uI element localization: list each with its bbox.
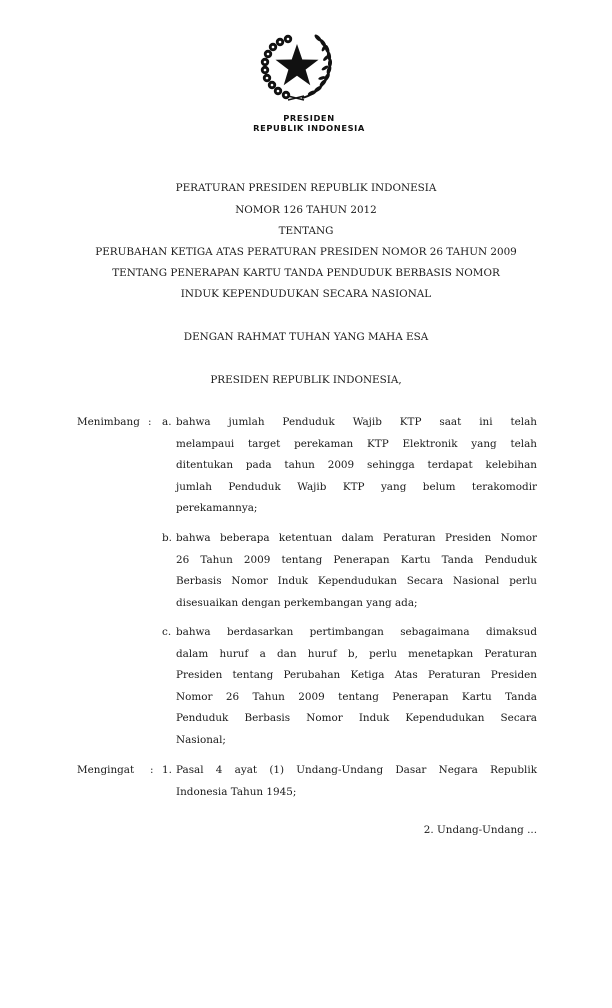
menimbang-item-c bbox=[176, 622, 537, 751]
title-line-subject-1: PERUBAHAN KETIGA ATAS PERATURAN PRESIDEN NOMOR 26 TAHUN 2009 bbox=[95, 246, 517, 258]
text-line: Nomor 26 Tahun 2009 tentang Penerapan Kartu Tanda bbox=[176, 690, 537, 703]
title-line-subject-2: TENTANG PENERAPAN KARTU TANDA PENDUDUK BERBASIS NOMOR bbox=[112, 267, 500, 279]
text-line: Penduduk Berbasis Nomor Induk Kependudukan Secara bbox=[176, 712, 537, 724]
emblem-caption-presiden: PRESIDEN bbox=[283, 113, 335, 123]
item-marker-c: c. bbox=[162, 626, 172, 638]
mengingat-item-1 bbox=[176, 760, 537, 803]
text-line: jumlah Penduduk Wajib KTP yang belum terakomodir bbox=[176, 480, 537, 493]
title-line-tentang: TENTANG bbox=[278, 225, 334, 237]
text-line: dalam huruf a dan huruf b, perlu menetapkan Peraturan bbox=[176, 647, 537, 660]
text-line: perekamannya; bbox=[176, 502, 258, 514]
text-line: Indonesia Tahun 1945; bbox=[176, 785, 297, 798]
text-line: ditentukan pada tahun 2009 sehingga terdapat kelebihan bbox=[176, 459, 537, 471]
title-line-number: NOMOR 126 TAHUN 2012 bbox=[235, 204, 377, 216]
menimbang-colon: : bbox=[148, 416, 152, 428]
emblem-caption-republik-indonesia: REPUBLIK INDONESIA bbox=[253, 123, 365, 133]
item-marker-b: b. bbox=[162, 532, 172, 544]
text-line: bahwa berdasarkan pertimbangan sebagaimana dimaksud bbox=[176, 626, 537, 638]
text-line: 26 Tahun 2009 tentang Penerapan Kartu Tanda Penduduk bbox=[176, 553, 537, 566]
menimbang-label: Menimbang bbox=[77, 416, 140, 428]
text-line: Nasional; bbox=[176, 733, 226, 746]
text-line: Presiden tentang Perubahan Ketiga Atas Peraturan Presiden bbox=[176, 669, 537, 681]
text-line: bahwa beberapa ketentuan dalam Peraturan Presiden Nomor bbox=[176, 532, 537, 544]
invocation: DENGAN RAHMAT TUHAN YANG MAHA ESA bbox=[183, 331, 429, 343]
page-continuation: 2. Undang-Undang ... bbox=[423, 824, 537, 836]
mengingat-label: Mengingat bbox=[77, 764, 135, 776]
text-line: bahwa jumlah Penduduk Wajib KTP saat ini telah bbox=[176, 416, 537, 428]
text-line: Pasal 4 ayat (1) Undang-Undang Dasar Negara Republik bbox=[176, 764, 537, 776]
mengingat-colon: : bbox=[150, 764, 154, 776]
text-line: Berbasis Nomor Induk Kependudukan Secara Nasional perlu bbox=[176, 575, 537, 587]
text-line: disesuaikan dengan perkembangan yang ada; bbox=[176, 596, 418, 609]
menimbang-item-a bbox=[176, 412, 537, 520]
menimbang-item-b bbox=[176, 528, 537, 614]
item-marker-a: a. bbox=[162, 416, 172, 428]
issuer: PRESIDEN REPUBLIK INDONESIA, bbox=[210, 374, 402, 386]
presidential-seal-icon bbox=[258, 30, 334, 102]
title-line-regulation: PERATURAN PRESIDEN REPUBLIK INDONESIA bbox=[175, 182, 437, 194]
text-line: melampaui target perekaman KTP Elektronik yang telah bbox=[176, 437, 537, 450]
item-marker-1: 1. bbox=[162, 764, 172, 776]
title-line-subject-3: INDUK KEPENDUDUKAN SECARA NASIONAL bbox=[180, 288, 432, 300]
